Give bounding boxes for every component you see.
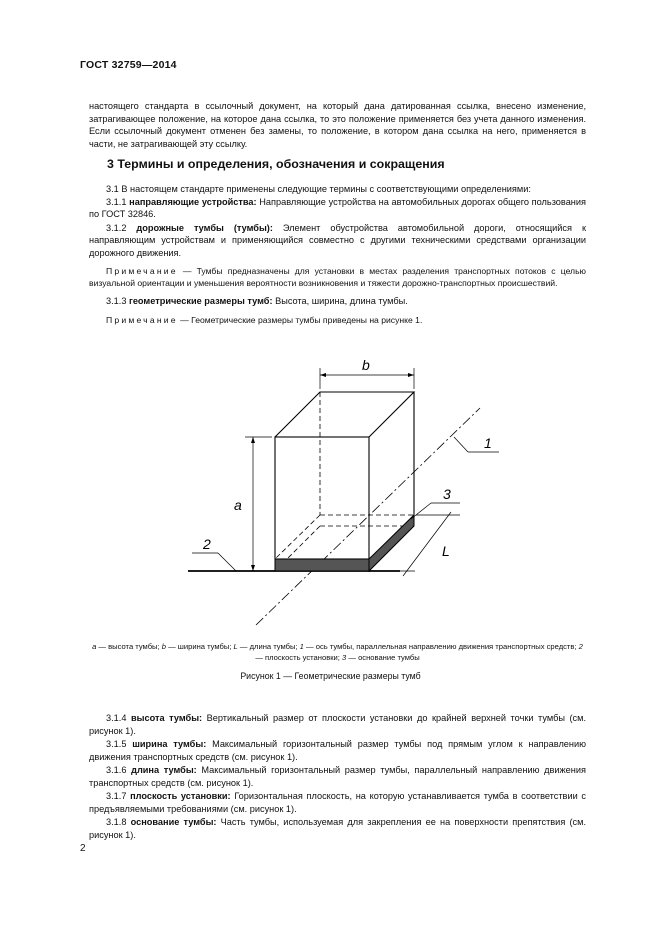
figure-legend xyxy=(89,641,586,663)
section-title: 3 Термины и определения, обозначения и сокращения xyxy=(107,157,445,171)
legend-text: — ось тумбы, параллельная направлению движения транспортных средств; xyxy=(303,642,579,651)
intro-paragraph xyxy=(89,100,586,150)
term-3-1-6 xyxy=(89,764,586,789)
term-3-1-7 xyxy=(89,790,586,815)
legend-sym: 2 xyxy=(578,642,583,651)
term-definition: Высота, ширина, длина тумбы. xyxy=(272,296,408,306)
legend-sym: 1 xyxy=(299,642,304,651)
term-name: ширина тумбы: xyxy=(132,739,207,749)
term-name: дорожные тумбы (тумбы): xyxy=(136,222,273,233)
legend-text: — ширина тумбы; xyxy=(165,642,234,651)
label-3: 3 xyxy=(443,486,451,502)
legend-text: — плоскость установки; xyxy=(255,653,343,662)
definitions-block-2 xyxy=(89,712,586,841)
term-number: 3.1.8 xyxy=(106,817,131,827)
term-definition: Максимальный горизонтальный размер тумбы под прямым углом к направлению движения транспортных средств (см. рисунок 1). xyxy=(89,739,587,762)
dim-b-arrow-right xyxy=(408,373,414,377)
definitions-block-1 xyxy=(89,183,586,326)
term-number: 3.1.2 xyxy=(106,222,137,233)
term-3-1-2 xyxy=(89,222,586,260)
legend-sym: 3 xyxy=(342,653,347,662)
term-definition: Вертикальный размер от плоскости установки до крайней верхней точки тумбы (см. рисунок 1). xyxy=(89,713,586,736)
term-3-1-1 xyxy=(89,196,586,221)
top-face xyxy=(275,392,414,437)
page-number: 2 xyxy=(80,843,86,854)
label-1: 1 xyxy=(484,435,492,451)
dim-a-arrow-top xyxy=(251,437,255,443)
note-text: — Тумбы предназначены для установки в местах разделения транспортных потоков с целью визуальной ориентации и уменьшения вероятности возникновения и тяжести дорожно-транспортных происшествий. xyxy=(89,266,586,288)
term-definition: Направляющие устройства на автомобильных дорогах общего пользования по ГОСТ 32846. xyxy=(89,196,586,219)
intro-text: настоящего стандарта в ссылочный документ, на который дана датированная ссылка, внесено изменение, затрагивающее положение, на которое дана ссылка, то это положение применяется без учета данного изменения. Если ссылочный документ отменен без замены, то положение, в котором дана ссылка на него, применяется в части, не затрагивающей эту ссылку. xyxy=(89,101,586,149)
legend-sym: a xyxy=(92,642,97,651)
label-b: b xyxy=(362,357,370,373)
term-name: плоскость установки: xyxy=(130,791,231,801)
axis-line xyxy=(256,408,480,625)
leader-1 xyxy=(454,437,468,452)
figure-1-drawing xyxy=(180,353,500,628)
document-header: ГОСТ 32759—2014 xyxy=(80,59,177,71)
legend-sym: L xyxy=(233,642,238,651)
term-definition: Элемент обустройства автомобильной дороги, относящийся к направляющим устройствам и применяющийся совместно с другими техническими средствами организации дорожного движения. xyxy=(89,222,586,258)
base-front xyxy=(275,559,369,571)
term-3-1-5 xyxy=(89,738,586,763)
term-number: 3.1.4 xyxy=(106,713,131,723)
term-name: длина тумбы: xyxy=(131,765,197,775)
legend-text: — высота тумбы; xyxy=(96,642,162,651)
term-number: 3.1.7 xyxy=(106,791,131,801)
term-name: направляющие устройства: xyxy=(129,196,257,207)
term-name: высота тумбы: xyxy=(130,713,203,723)
figure-title: Рисунок 1 — Геометрические размеры тумб xyxy=(240,671,421,681)
note-label: Примечание xyxy=(106,314,178,325)
term-number: 3.1.3 xyxy=(106,296,129,306)
term-number: 3.1.6 xyxy=(106,765,132,775)
legend-text: — длина тумбы; xyxy=(237,642,300,651)
legend-text: — основание тумбы xyxy=(346,653,420,662)
label-2: 2 xyxy=(203,536,211,552)
label-a: a xyxy=(234,497,242,513)
term-3-1-3 xyxy=(89,295,586,308)
term-name: геометрические размеры тумб: xyxy=(129,296,273,306)
note-text: — Геометрические размеры тумбы приведены на рисунке 1. xyxy=(177,314,423,325)
term-number: 3.1.5 xyxy=(106,739,133,749)
note-2 xyxy=(89,314,586,327)
term-number: 3.1.1 xyxy=(106,196,130,207)
front-face xyxy=(275,437,369,559)
base-side xyxy=(369,515,414,571)
paragraph-3-1: 3.1 В настоящем стандарте применены следующие термины с соответствующими определениями: xyxy=(106,184,531,194)
legend-sym: b xyxy=(161,642,166,651)
term-definition: Максимальный горизонтальный размер тумбы, параллельный направлению движения транспортных средств (см. рисунок 1). xyxy=(89,765,586,788)
note-label: Примечание xyxy=(106,266,178,276)
term-name: основание тумбы: xyxy=(130,817,217,827)
term-3-1-4 xyxy=(89,712,586,737)
term-definition: Часть тумбы, используемая для закрепления ее на поверхности препятствия (см. рисунок 1). xyxy=(89,817,586,840)
note-1 xyxy=(89,265,586,289)
dim-b-arrow-left xyxy=(320,373,326,377)
leader-2-slant xyxy=(218,553,236,571)
term-definition: Горизонтальная плоскость, на которую устанавливается тумба в соответствии с предъявляемыми требованиями (см. рисунок 1). xyxy=(89,791,586,814)
label-l: L xyxy=(442,543,450,559)
term-3-1-8 xyxy=(89,816,586,841)
